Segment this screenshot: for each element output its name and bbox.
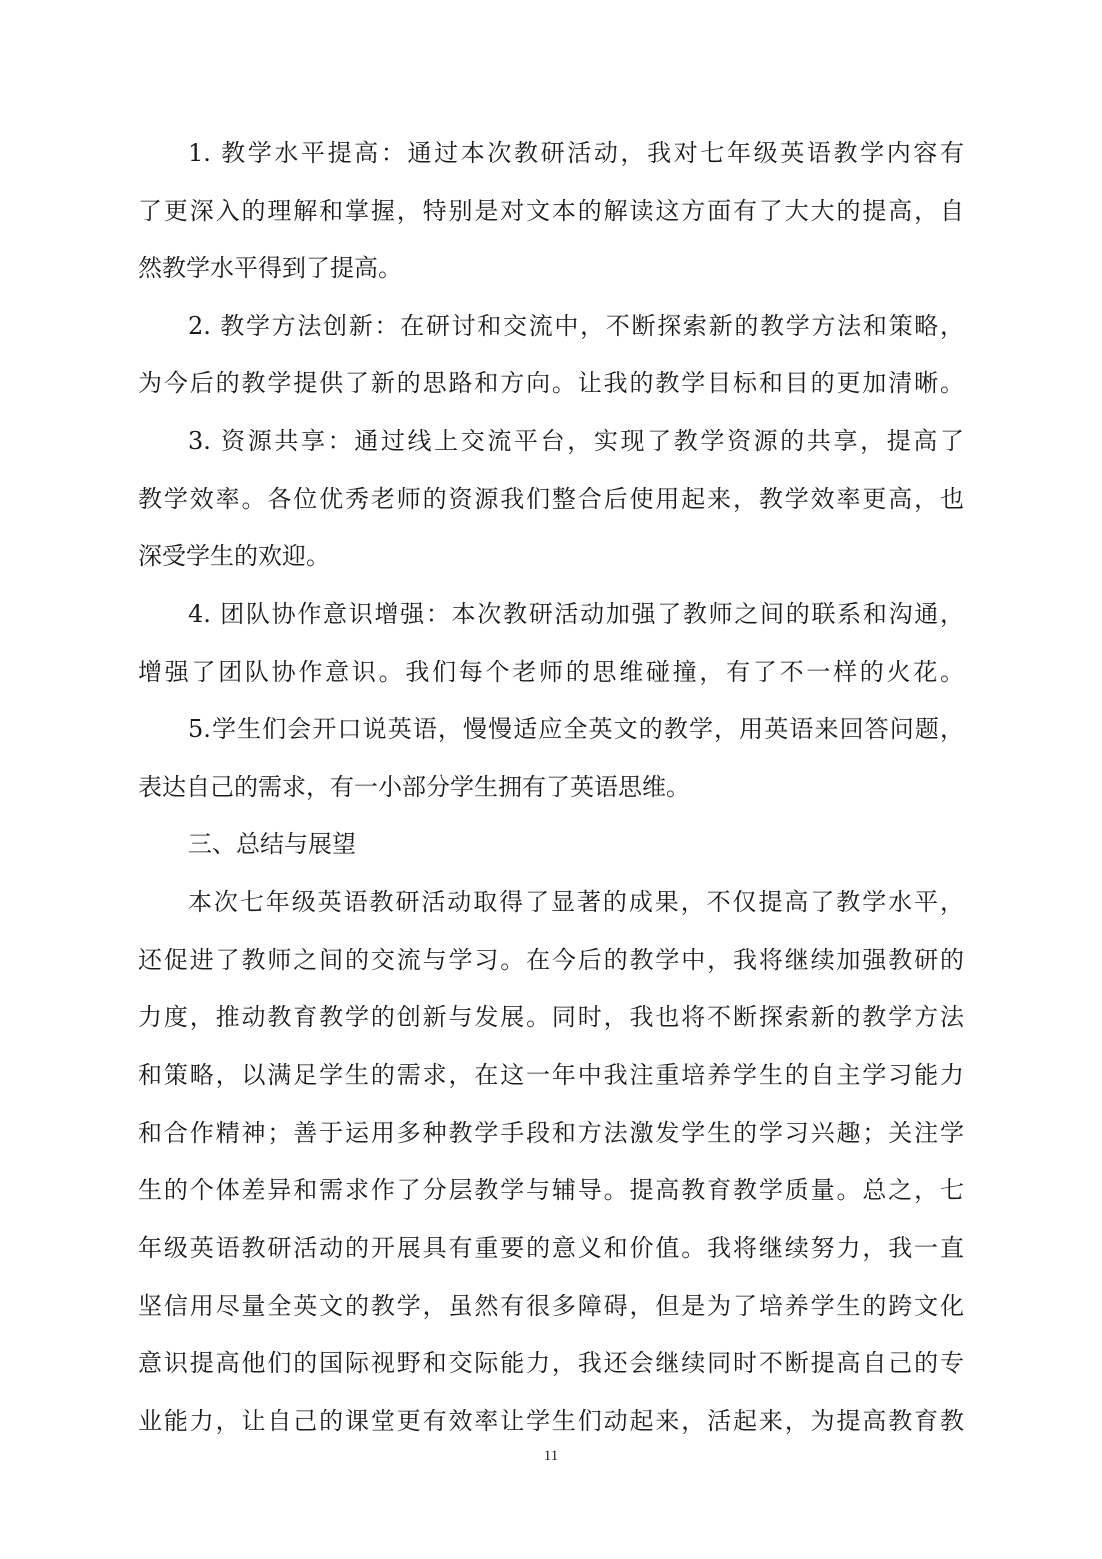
text-line: 坚信用尽量全英文的教学，虽然有很多障碍，但是为了培养学生的跨文化 — [138, 1292, 964, 1320]
text-line: 4. 团队协作意识增强：本次教研活动加强了教师之间的联系和沟通， — [188, 600, 964, 628]
text-line: 业能力，让自己的课堂更有效率让学生们动起来，活起来，为提高教育教 — [138, 1407, 964, 1435]
text-line: 3. 资源共享：通过线上交流平台，实现了教学资源的共享，提高了 — [188, 427, 964, 455]
text-line: 还促进了教师之间的交流与学习。在今后的教学中，我将继续加强教研的 — [138, 946, 964, 974]
text-line: 意识提高他们的国际视野和交际能力，我还会继续同时不断提高自己的专 — [138, 1349, 964, 1377]
text-line: 力度，推动教育教学的创新与发展。同时，我也将不断探索新的教学方法 — [138, 1003, 964, 1031]
text-line: 深受学生的欢迎。 — [138, 542, 330, 570]
text-line: 了更深入的理解和掌握，特别是对文本的解读这方面有了大大的提高，自 — [138, 197, 964, 225]
text-line: 2. 教学方法创新：在研讨和交流中，不断探索新的教学方法和策略， — [188, 312, 964, 340]
text-line: 年级英语教研活动的开展具有重要的意义和价值。我将继续努力，我一直 — [138, 1234, 964, 1262]
text-line: 本次七年级英语教研活动取得了显著的成果，不仅提高了教学水平， — [188, 888, 964, 916]
text-line: 表达自己的需求，有一小部分学生拥有了英语思维。 — [138, 773, 690, 801]
text-line: 1. 教学水平提高：通过本次教研活动，我对七年级英语教学内容有 — [188, 139, 964, 167]
text-line: 和合作精神；善于运用多种教学手段和方法激发学生的学习兴趣；关注学 — [138, 1119, 964, 1147]
text-line: 为今后的教学提供了新的思路和方向。让我的教学目标和目的更加清晰。 — [138, 369, 964, 397]
text-line: 增强了团队协作意识。我们每个老师的思维碰撞，有了不一样的火花。 — [138, 658, 964, 686]
text-line: 生的个体差异和需求作了分层教学与辅导。提高教育教学质量。总之，七 — [138, 1176, 964, 1204]
text-line: 然教学水平得到了提高。 — [138, 254, 402, 282]
text-line: 和策略，以满足学生的需求，在这一年中我注重培养学生的自主学习能力 — [138, 1061, 964, 1089]
text-line: 5.学生们会开口说英语，慢慢适应全英文的教学，用英语来回答问题， — [188, 715, 964, 743]
page-number: 11 — [543, 1448, 559, 1464]
text-line: 教学效率。各位优秀老师的资源我们整合后使用起来，教学效率更高，也 — [138, 485, 964, 513]
section-heading: 三、总结与展望 — [188, 830, 356, 858]
